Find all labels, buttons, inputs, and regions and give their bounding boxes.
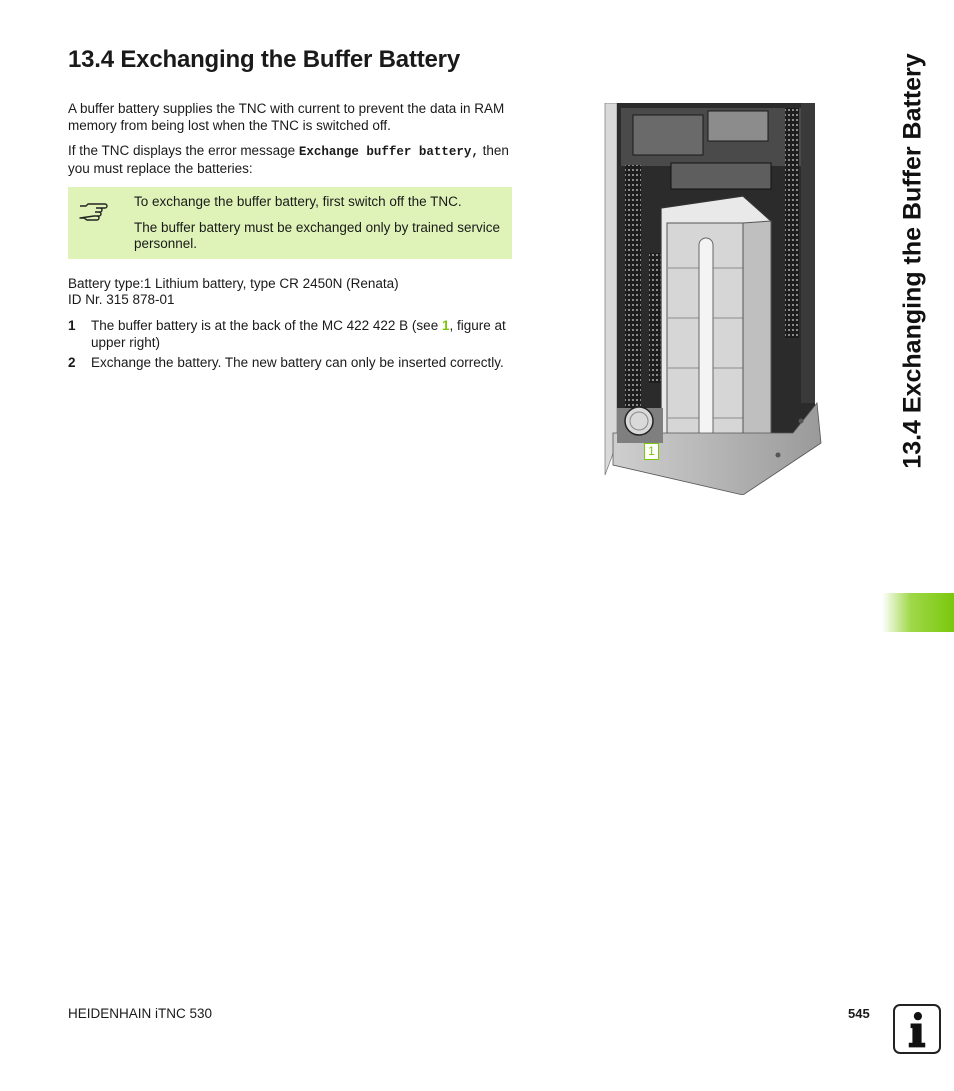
step-number: 1 [68,318,76,333]
footer-product: HEIDENHAIN iTNC 530 [68,1006,213,1021]
step-number: 2 [68,355,76,370]
info-icon [893,1004,941,1054]
note-line-trained-personnel: The buffer battery must be exchanged only by trained service personnel. [134,220,500,251]
step-text-lead: The buffer battery is at the back of the MC 422 422 B (see [91,318,442,333]
battery-type: Battery type:1 Lithium battery, type CR 2450N (Renata) [68,276,399,291]
figure-reference: 1 [441,318,450,333]
side-chapter-title [898,50,928,472]
figure-callout: 1 [644,443,659,460]
page-number: 545 [848,1006,870,1021]
note-line-switch-off: To exchange the buffer battery, first switch off the TNC. [134,194,462,209]
error-message-paragraph [68,143,518,177]
step-text-tail: , figure at upper right) [91,318,506,350]
note-box [68,187,512,259]
error-message-code: Exchange buffer battery, [298,145,479,159]
step-text: Exchange the battery. The new battery can only be inserted correctly. [91,355,504,370]
step-text [91,318,511,351]
battery-id: ID Nr. 315 878-01 [68,292,175,307]
pointing-hand-icon [78,197,110,221]
page-title: 13.4 Exchanging the Buffer Battery [68,46,460,73]
chapter-tab [882,593,954,632]
error-paragraph-tail: then you must replace the batteries: [68,143,509,176]
side-chapter-title-text: 13.4 Exchanging the Buffer Battery [898,53,927,469]
intro-paragraph: A buffer battery supplies the TNC with current to prevent the data in RAM memory from being lost when the TNC is switched off. [68,101,505,133]
error-paragraph-lead: If the TNC displays the error message [68,143,299,158]
battery-location-figure [603,103,825,495]
